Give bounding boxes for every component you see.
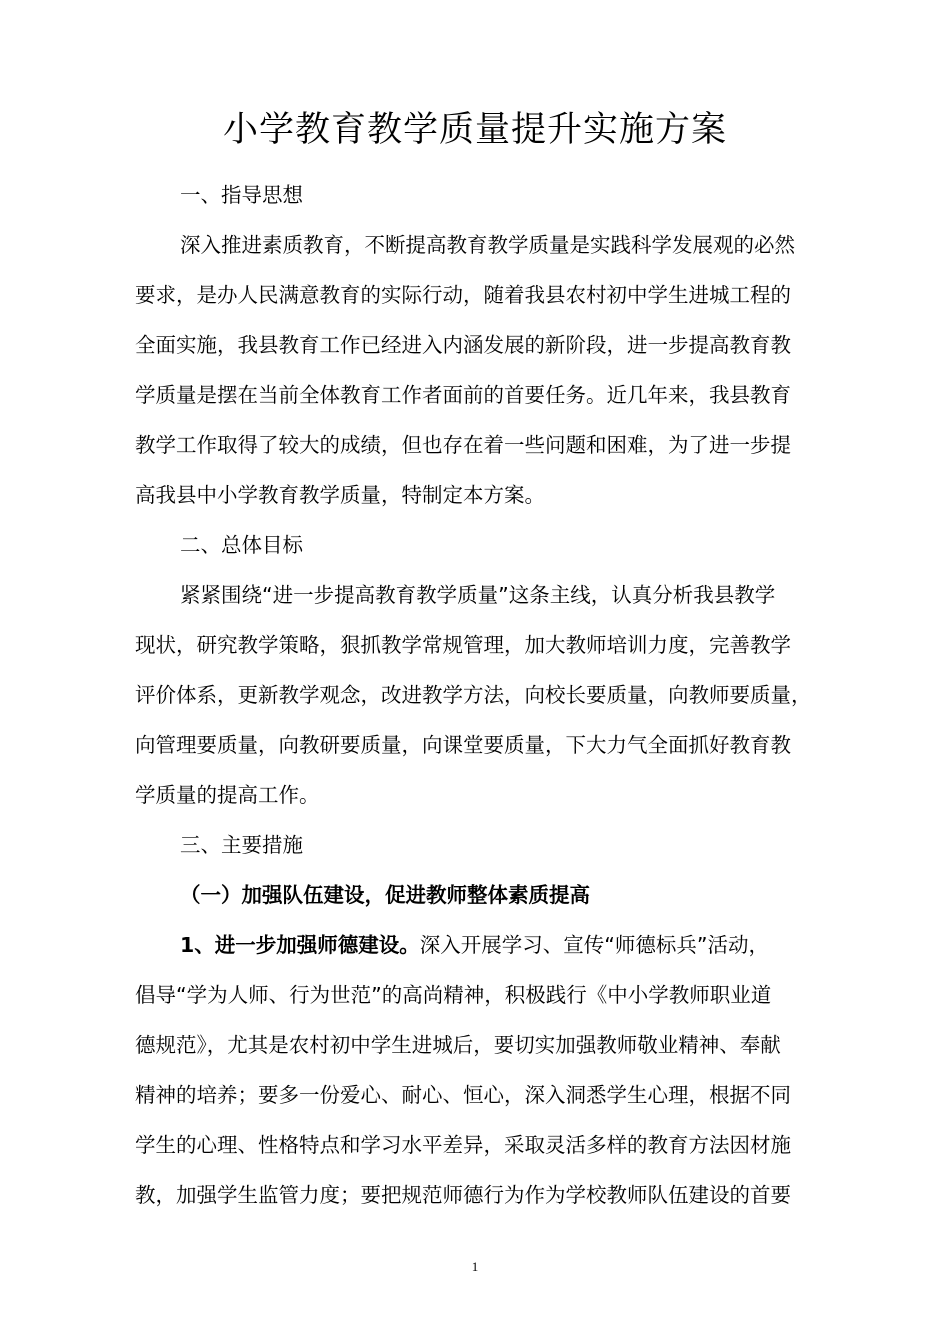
- paragraph-line: 教学工作取得了较大的成绩，但也存在着一些问题和困难，为了进一步提: [135, 433, 791, 457]
- item-text: 深入开展学习、宣传“师德标兵”活动，: [419, 933, 770, 957]
- paragraph-line: 紧紧围绕“进一步提高教育教学质量”这条主线，认真分析我县教学: [180, 583, 776, 607]
- paragraph-line: 学质量的提高工作。: [135, 783, 320, 807]
- section-1: [135, 170, 835, 1220]
- paragraph-line: 现状，研究教学策略，狠抓教学常规管理，加大教师培训力度，完善教学: [135, 633, 791, 657]
- document-title: 小学教育教学质量提升实施方案: [222, 110, 727, 150]
- paragraph-line: 精神的培养；要多一份爱心、耐心、恒心，深入洞悉学生心理，根据不同: [135, 1083, 791, 1107]
- paragraph-line: 学质量是摆在当前全体教育工作者面前的首要任务。近几年来，我县教育: [135, 383, 791, 407]
- paragraph-line: 德规范》，尤其是农村初中学生进城后，要切实加强教师敬业精神、奉献: [135, 1033, 781, 1057]
- paragraph-line: [135, 920, 835, 970]
- paragraph-line: 学生的心理、性格特点和学习水平差异，采取灵活多样的教育方法因材施: [135, 1133, 791, 1157]
- item-lead: 1、进一步加强师德建设。: [180, 933, 420, 957]
- section-heading: 二、总体目标: [180, 533, 303, 557]
- section-heading: 一、指导思想: [180, 183, 303, 207]
- paragraph-line: 教，加强学生监管力度；要把规范师德行为作为学校教师队伍建设的首要: [135, 1183, 791, 1207]
- paragraph-line: 倡导“学为人师、行为世范”的高尚精神，积极践行《中小学教师职业道: [135, 983, 772, 1007]
- paragraph-line: 高我县中小学教育教学质量，特制定本方案。: [135, 483, 545, 507]
- section-heading: 三、主要措施: [180, 833, 303, 857]
- paragraph-line: 要求，是办人民满意教育的实际行动，随着我县农村初中学生进城工程的: [135, 283, 791, 307]
- paragraph-line: 向管理要质量，向教研要质量，向课堂要质量，下大力气全面抓好教育教: [135, 733, 791, 757]
- paragraph-line: 深入推进素质教育，不断提高教育教学质量是实践科学发展观的必然: [180, 233, 795, 257]
- paragraph-line: 全面实施，我县教育工作已经进入内涵发展的新阶段，进一步提高教育教: [135, 333, 791, 357]
- page-number: 1: [471, 1259, 479, 1274]
- subsection-heading: （一）加强队伍建设，促进教师整体素质提高: [180, 883, 590, 907]
- paragraph-line: 评价体系，更新教学观念，改进教学方法，向校长要质量，向教师要质量，: [135, 683, 812, 707]
